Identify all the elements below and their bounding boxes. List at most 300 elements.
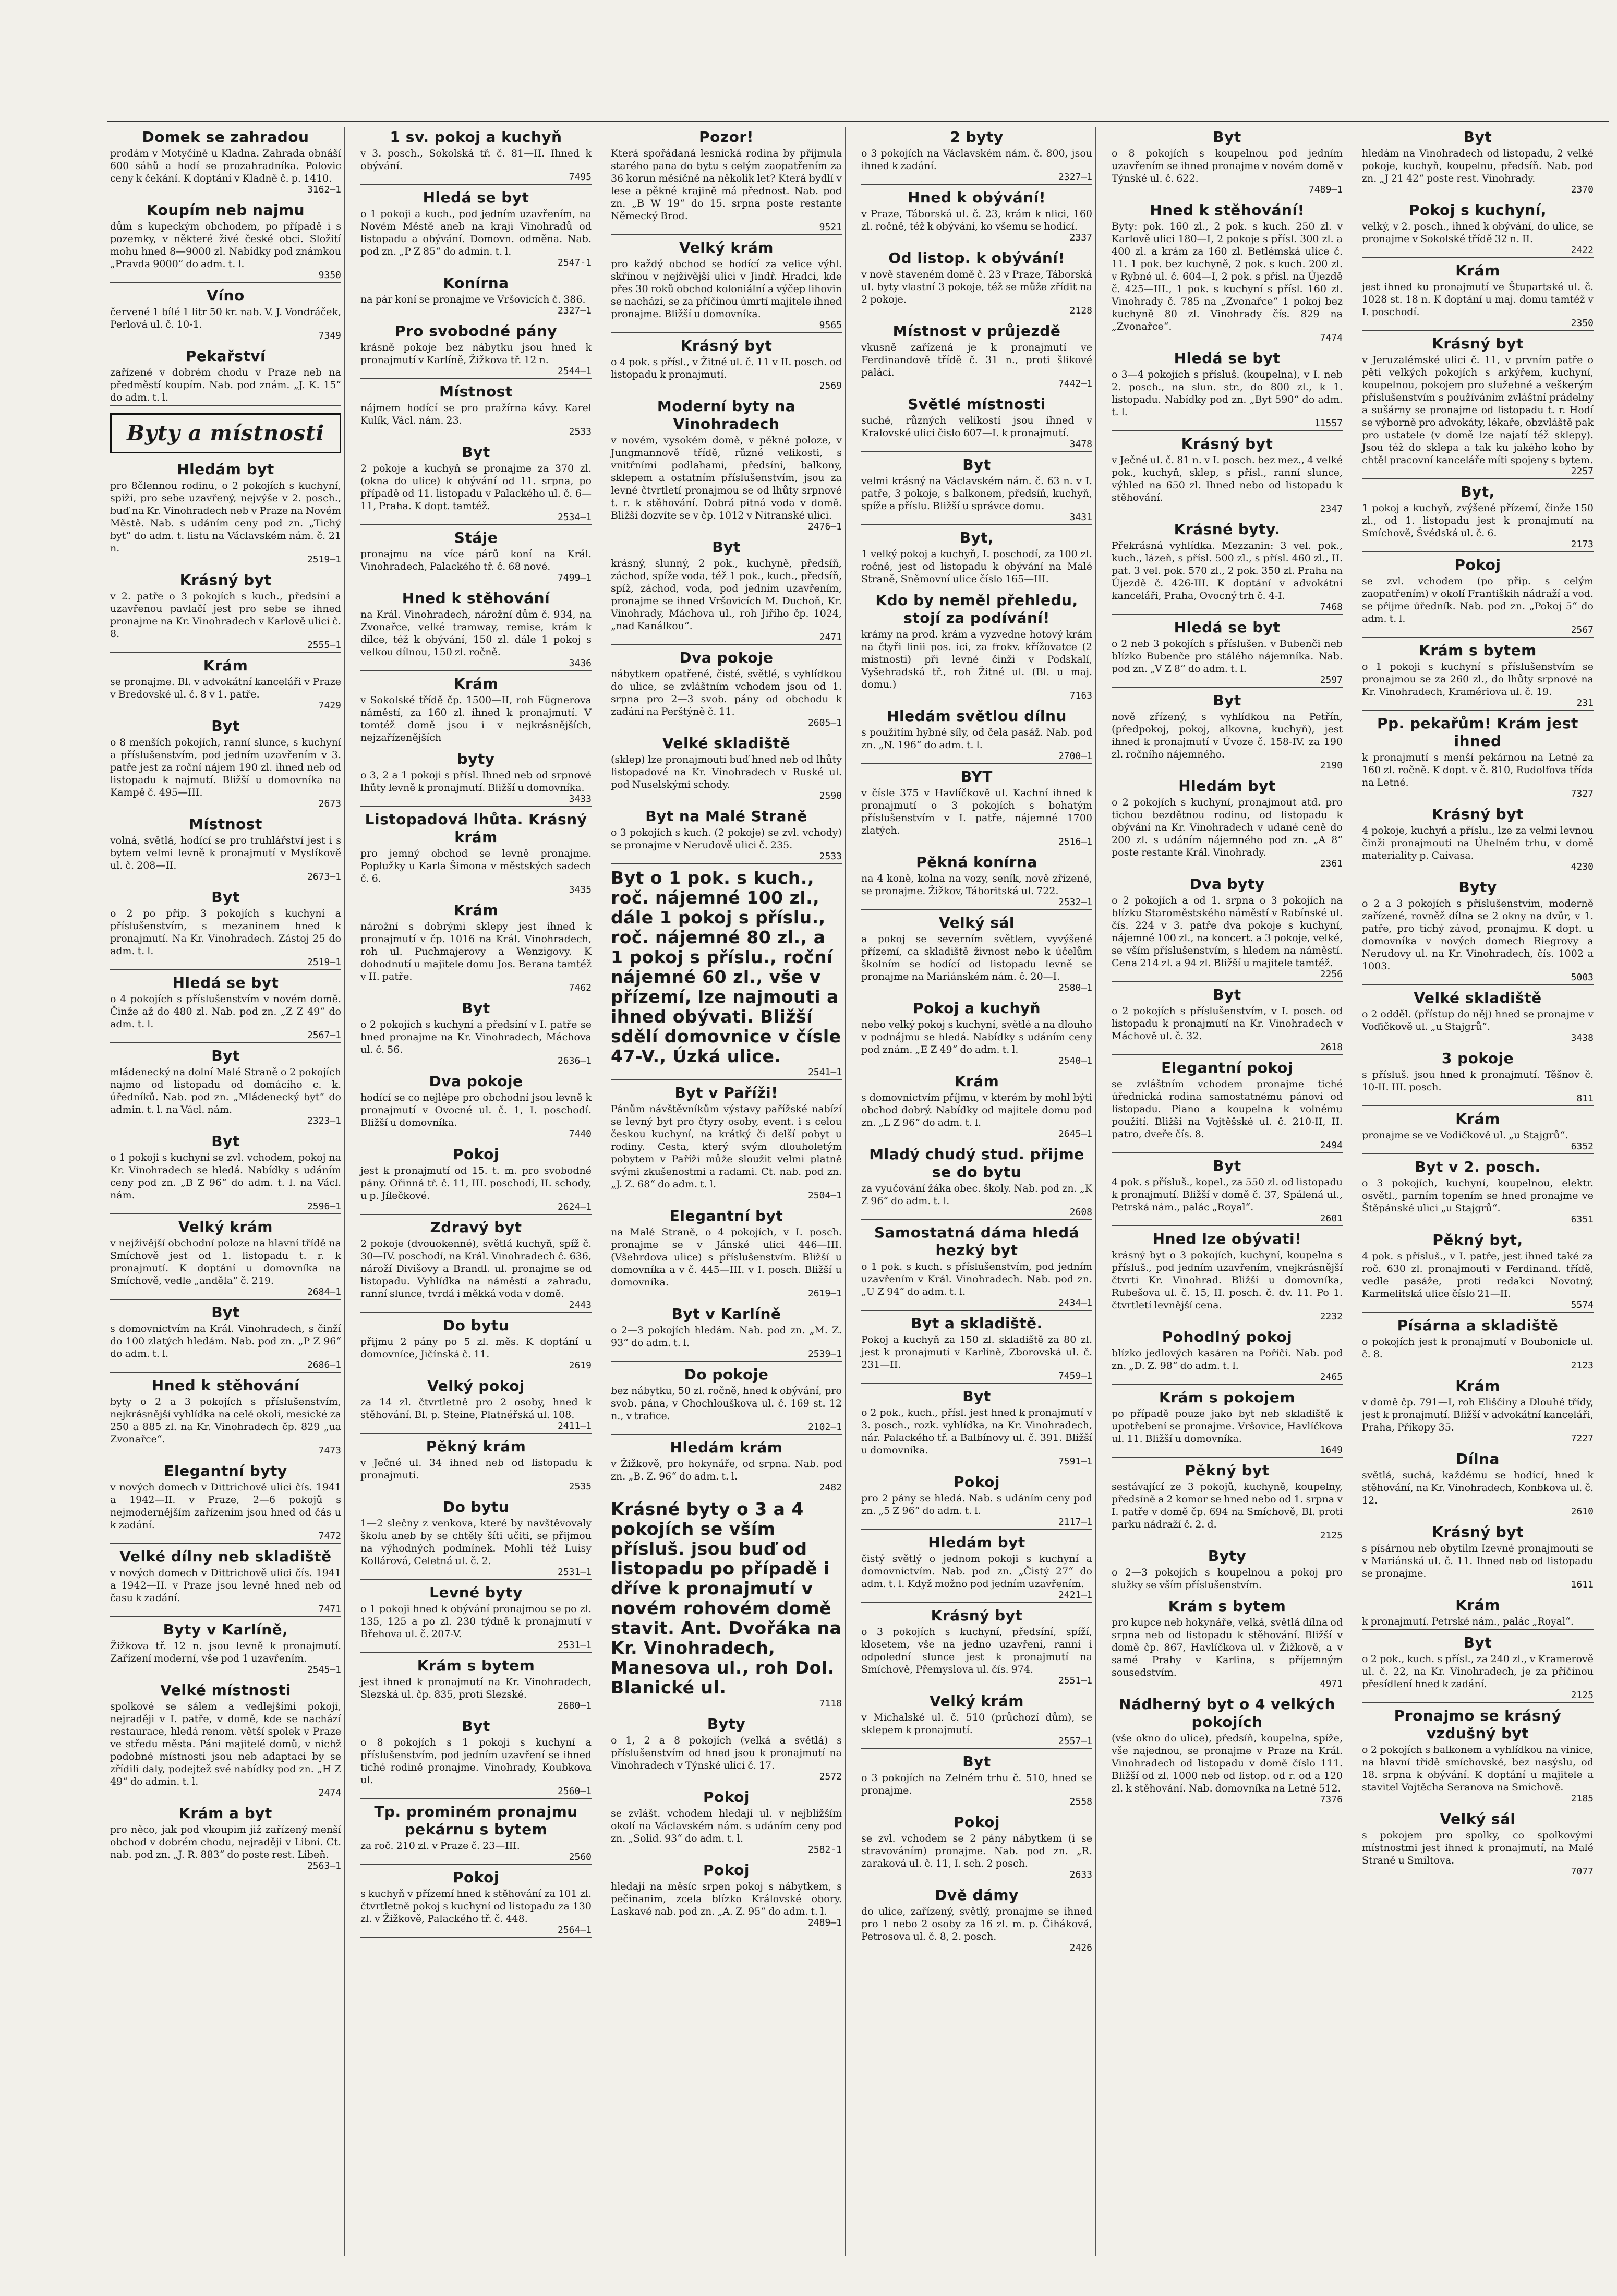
ad-body: o 8 menších pokojích, ranní slunce, s kuchyní a příslušenstvím, pod jedním uzavřením v 3. patře jest za roční nájem 190 zl. ihned neb od listopadu k najmutí. Bližší u domovníka na Kampě č. 495—III. bbox=[110, 737, 341, 798]
ad-code: 7349 bbox=[318, 330, 341, 341]
classified-ad bbox=[1362, 1377, 1594, 1446]
ad-heading: Krám bbox=[1455, 1110, 1500, 1127]
ad-heading: Byt bbox=[1463, 1634, 1492, 1651]
ad-heading: Pokoj bbox=[954, 1473, 1000, 1490]
classified-ad bbox=[1362, 483, 1594, 552]
ad-heading: Hledá se byt bbox=[1174, 350, 1281, 367]
ad-body: červené 1 bílé 1 litr 50 kr. nab. V. J. Vondráček, Perlová ul. č. 10-1. bbox=[110, 306, 341, 330]
ad-code: 5003 bbox=[1571, 972, 1594, 983]
ad-divider bbox=[110, 969, 341, 970]
ad-divider bbox=[1112, 1384, 1343, 1385]
ad-heading: Byt bbox=[1213, 986, 1241, 1003]
newspaper-page bbox=[107, 121, 1609, 2261]
classified-ad bbox=[110, 1462, 341, 1544]
ad-heading: Elegantní byt bbox=[669, 1207, 783, 1224]
ad-divider bbox=[611, 1361, 842, 1362]
ad-code: 2535 bbox=[569, 1481, 592, 1492]
ad-code: 2534—1 bbox=[557, 512, 592, 523]
ad-body: v Michalské ul. č. 510 (průchozí dům), se sklepem k pronajmutí. bbox=[861, 1712, 1092, 1736]
ad-body: o 4 pok. s přísl., v Žitné ul. č. 11 v II. posch. od listopadu k pronajmutí. bbox=[611, 356, 842, 380]
classified-ad bbox=[611, 1207, 842, 1301]
ad-heading: Byt, bbox=[1461, 483, 1495, 500]
ad-divider bbox=[861, 1219, 1092, 1220]
ad-body: 1 pokoj a kuchyň, zvýšené přízemí, činže 150 zl., od 1. listopadu jest k pronajmutí na Smíchově, Švédská ul. č. 6. bbox=[1362, 502, 1594, 539]
ad-heading: Krám a byt bbox=[179, 1805, 272, 1822]
ad-heading: Krásný byt bbox=[1432, 806, 1524, 823]
ad-divider bbox=[110, 405, 341, 406]
ad-divider bbox=[611, 863, 842, 864]
ad-heading: Byt na Malé Straně bbox=[645, 808, 807, 825]
classified-ad bbox=[861, 1073, 1092, 1141]
ad-body: mládenecký na dolní Malé Straně o 2 pokojích najmo od listopadu od domácího c. k. úředníků. Nab. pod zn. „Mládenecký byt“ do admin. t. l. na Václ. nám. bbox=[110, 1066, 341, 1115]
ad-code: 2125 bbox=[1320, 1530, 1343, 1541]
ad-body: o pokojích jest k pronajmutí v Boubonicle ul. č. 8. bbox=[1362, 1336, 1594, 1360]
ad-code: 2443 bbox=[569, 1300, 592, 1311]
ad-heading: Byt bbox=[1213, 128, 1241, 146]
ad-divider bbox=[1362, 551, 1594, 552]
ad-body: nárožní s dobrými sklepy jest ihned k pronajmutí v čp. 1016 na Král. Vinohradech, roh ul. Puchmajerovy a Wenzigovy. K dohodnutí u majitele domu Jos. Berana tamtéž v II. patře. bbox=[360, 921, 592, 982]
classified-ad bbox=[1112, 1059, 1343, 1153]
ad-body: Žižkova tř. 12 n. jsou levně k pronajmutí. Zařízení moderní, vše pod 1 uzavřením. bbox=[110, 1640, 341, 1664]
ad-heading: Hned k stěhování bbox=[151, 1377, 300, 1394]
ad-heading: Dílna bbox=[1456, 1450, 1500, 1468]
ad-divider bbox=[1112, 430, 1343, 431]
ad-heading: Byt a skladiště. bbox=[911, 1315, 1043, 1332]
ad-heading: Pěkná konírna bbox=[916, 854, 1037, 871]
ad-divider bbox=[360, 670, 592, 671]
ad-body: (sklep) lze pronajmouti buď hned neb od lhůty listopadové na Kr. Vinohradech v Ruské ul. pod Nuselskými schody. bbox=[611, 754, 842, 790]
classified-ad bbox=[611, 735, 842, 803]
classified-ad bbox=[1112, 350, 1343, 431]
ad-code: 7227 bbox=[1571, 1433, 1594, 1444]
ad-code: 6351 bbox=[1571, 1214, 1594, 1225]
ad-body: za roč. 210 zl. v Praze č. 23—III. bbox=[360, 1840, 520, 1852]
ad-divider bbox=[110, 1299, 341, 1300]
classified-ad bbox=[611, 1366, 842, 1435]
ad-code: 2619—1 bbox=[807, 1288, 842, 1299]
ad-heading: Krásné byty o 3 a 4 pokojích se vším přísluš. jsou buď od listopadu po případě i dříve k pronajmutí v novém rohovém domě stavit. Ant. Dvořáka na Kr. Vinohradech, Manesova ul., roh Dol. Blanické ul. bbox=[611, 1499, 842, 1698]
ad-body: prodám v Motyčíně u Kladna. Zahrada obnáší 600 sáhů a hodí se prozahradníka. Polovic ceny k čekání. K doptání v Kladně č. p. 1410. bbox=[110, 148, 341, 184]
ad-heading: 2 byty bbox=[950, 128, 1004, 146]
ad-body: hodící se co nejlépe pro obchodní jsou levně k pronajmutí v Ovocné ul. č. 1, I. poschodí. Bližší u domovníka. bbox=[360, 1092, 592, 1128]
ad-code: 2494 bbox=[1320, 1140, 1343, 1151]
ad-heading: Krám s bytem bbox=[1419, 642, 1537, 659]
ad-body: s pokojem pro spolky, co spolkovými místnostmi jest ihned k pronajmutí, na Malé Straně u Smiltova. bbox=[1362, 1830, 1594, 1866]
ad-heading: 3 pokoje bbox=[1441, 1050, 1514, 1067]
ad-body: o 3—4 pokojích s přísluš. (koupelna), v I. neb 2. posch., na slun. str., do 800 zl., k 1. listopadu. Nabídky pod zn. „Byt 590“ do adm. t. l. bbox=[1112, 369, 1343, 418]
ad-heading: Konírna bbox=[443, 274, 509, 292]
ad-heading: Místnost bbox=[439, 383, 513, 400]
ad-body: v novém, vysokém domě, v pěkné poloze, v Jungmannově třídě, různé velikosti, s vnitřními podlahami, předsíní, balkony, sklepem a ostatním příslušenstvím, jsou za levné čtvrtletí pronajmou se od lhůty srpnové t. r. k stěhování. Dobrá pitná voda v domě. Bližší dozvíte se v čp. 1012 v Nitranské ulici. bbox=[611, 435, 842, 521]
classified-ad bbox=[360, 1657, 592, 1713]
classified-ad bbox=[360, 274, 592, 318]
ad-heading: Pekařství bbox=[185, 347, 266, 365]
ad-body: pronajmu na více párů koní na Král. Vinohradech, Palackého tř. č. 68 nové. bbox=[360, 548, 592, 572]
classified-ad bbox=[1112, 1389, 1343, 1458]
ad-code: 2370 bbox=[1571, 184, 1594, 195]
ad-code: 7440 bbox=[569, 1128, 592, 1139]
ad-body: zařízené v dobrém chodu v Praze neb na předměstí koupím. Nab. pod znám. „J. K. 15“ do adm. t. l. bbox=[110, 367, 341, 403]
ad-body: za vyučování žáka obec. školy. Nab. pod zn. „K Z 96“ do adm. t. l. bbox=[861, 1183, 1092, 1207]
ad-body: pro jemný obchod se levně pronajme. Poplužky u Karla Šimona v městských sadech č. 6. bbox=[360, 848, 592, 884]
ad-heading: Velký sál bbox=[938, 914, 1015, 931]
ad-divider bbox=[1112, 981, 1343, 982]
classified-ad bbox=[360, 901, 592, 995]
ad-body: v Ječné ul. 34 ihned neb od listopadu k pronajmutí. bbox=[360, 1457, 592, 1481]
ad-divider bbox=[861, 1310, 1092, 1311]
classified-ad bbox=[861, 395, 1092, 452]
ad-code: 9521 bbox=[819, 222, 842, 233]
classified-ad bbox=[611, 128, 842, 235]
ad-heading: Byt v Paříži! bbox=[674, 1084, 778, 1101]
classified-ad bbox=[1362, 1050, 1594, 1106]
ad-body: 1 velký pokoj a kuchyň, I. poschodí, za 100 zl. ročně, jest od listopadu k obývání na Malé Straně, Sněmovní ulice číslo 165—III. bbox=[861, 548, 1092, 585]
classified-ad bbox=[1362, 806, 1594, 874]
ad-body: v Praze, Táborská ul. č. 23, krám k nlici, 160 zl. ročně, též k obývání, ko všemu se hodící. bbox=[861, 208, 1092, 232]
ad-body: k pronajmutí s menší pekárnou na Letné za 160 zl. ročně. K dopt. v č. 810, Rudolfova třída na Letné. bbox=[1362, 752, 1594, 788]
ad-body: 2 pokoje (dvouokenné), světlá kuchyň, spíž č. 30—IV. poschodí, na Král. Vinohradech č. 636, nároží Divišovy a Brandl. ul. pronajme se od listopadu. Vyhlídka na náměstí a zahradu, ranní slunce, tvrdá i měkká voda v domě. bbox=[360, 1238, 592, 1300]
classified-ad bbox=[861, 707, 1092, 764]
classified-ad bbox=[1362, 335, 1594, 479]
ad-heading: Byt bbox=[211, 1133, 240, 1150]
ad-divider bbox=[861, 763, 1092, 764]
classified-ad bbox=[110, 347, 341, 406]
ad-divider bbox=[1362, 984, 1594, 985]
classified-ad bbox=[611, 1499, 842, 1711]
classified-ad bbox=[1112, 521, 1343, 615]
ad-heading: Pronajmo se krásný vzdušný byt bbox=[1394, 1707, 1562, 1742]
ad-code: 2185 bbox=[1571, 1793, 1594, 1804]
classified-ad bbox=[1362, 989, 1594, 1045]
ad-body: o 8 pokojích s 1 pokoji s kuchyní a příslušenstvím, pod jedním uzavření se ihned tiché rodině pronajme. Vinohrady, Koubkova ul. bbox=[360, 1737, 592, 1786]
ad-divider bbox=[110, 1042, 341, 1043]
ad-heading: Velký pokoj bbox=[427, 1377, 525, 1395]
ad-body: v Ječné ul. č. 81 n. v I. posch. bez mez., 4 velké pok., kuchyň, sklep, s přísl., ranní slunce, výhled na 650 zl. Ihned nebo od listopadu k stěhování. bbox=[1112, 454, 1343, 503]
classified-ad bbox=[360, 1869, 592, 1938]
ad-heading: Hned k stěhování! bbox=[1150, 201, 1305, 219]
ad-heading: Byt bbox=[1213, 692, 1241, 709]
ad-body: za 14 zl. čtvrtletně pro 2 osoby, hned k stěhování. Bl. p. Steine, Platnéřská ul. 108. bbox=[360, 1397, 592, 1421]
ad-body: v domě čp. 791—I, roh Eliščiny a Dlouhé třídy, jest k pronajmutí. Bližší v advokátní kanceláři, Praha, Příkopy 35. bbox=[1362, 1397, 1594, 1433]
ad-heading: Pokoj bbox=[453, 1869, 499, 1886]
ad-body: pronajme se ve Vodičkově ul. „u Stajgrů“. bbox=[1362, 1129, 1568, 1141]
column-6 bbox=[1359, 127, 1597, 2256]
ad-code: 2567 bbox=[1571, 624, 1594, 635]
ad-heading: Pokoj bbox=[954, 1813, 1000, 1831]
ad-body: v 2. patře o 3 pokojích s kuch., předsíní a uzavřenou pavlačí jest pro sebe se ihned pronajme na Kr. Vinohradech v Karlově ulici č. 8. bbox=[110, 591, 341, 640]
ad-body: s domovnictvím na Král. Vinohradech, s činží do 100 zlatých hledám. Nab. pod zn. „P Z 96“ do adm. t. l. bbox=[110, 1323, 341, 1360]
classified-ad bbox=[360, 1803, 592, 1865]
classified-ad bbox=[360, 1584, 592, 1653]
ad-divider bbox=[861, 1383, 1092, 1384]
ad-heading: Byt bbox=[211, 1047, 240, 1064]
classified-ad bbox=[360, 189, 592, 270]
classified-ad bbox=[861, 456, 1092, 525]
ad-divider bbox=[861, 184, 1092, 185]
ad-heading: Koupím neb najmu bbox=[146, 201, 305, 219]
ad-body: světlá, suchá, každému se hodící, hned k stěhování, na Kr. Vinohradech, Konbkova ul. č. 12. bbox=[1362, 1470, 1594, 1506]
ad-code: 9565 bbox=[819, 320, 842, 331]
ad-body: o 1, 2 a 8 pokojích (velká a světlá) s příslušenstvím od hned jsou k pronajmutí na Vinohradech v Týnské ulici č. 17. bbox=[611, 1735, 842, 1771]
ad-body: o 2 pokojích s kuchyní a předsíní v I. patře se hned pronajme na Kr. Vinohradech, Máchova ul. č. 56. bbox=[360, 1019, 592, 1055]
ad-body: 4 pok. s přísluš., v I. patře, jest ihned také za roč. 630 zl. pronajmouti v Ferdinand. třídě, vedle pasáže, proti redakci Novotný, Karmelitská ulice číslo 21—II. bbox=[1362, 1251, 1594, 1300]
classified-ad bbox=[360, 1498, 592, 1580]
classified-ad bbox=[360, 322, 592, 379]
ad-body: o 2 pokojích a od 1. srpna o 3 pokojích na blízku Staroměstského náměstí v Rabínské ul. čís. 224 v 3. patře dva pokoje s kuchyní, nájemné 100 zl., na koncert. a 3 pokoje, velké, se vším příslušenstvím, s hledem na náměstí. Cena 214 zl. a 94 zl. Bližší u majitele tamtéž. bbox=[1112, 895, 1343, 969]
ad-code: 2519—1 bbox=[307, 554, 341, 565]
classified-ad bbox=[861, 1813, 1092, 1882]
ad-body: byty o 2 a 3 pokojích s příslušenstvím, nejkrásnější vyhlídka na celé okolí, mesické za 250 a 885 zl. na Kr. Vinohradech čp. 829 „ua Zvonařce“. bbox=[110, 1396, 341, 1445]
classified-ad bbox=[861, 914, 1092, 995]
classified-ad bbox=[611, 337, 842, 393]
ad-body: v Jeruzalémské ulici č. 11, v prvním patře o pěti velkých pokojích s arkýřem, kuchyní, koupelnou, pokojem pro služebné a veškerým příslušenstvím s používáním zvláštní prádelny a sušárny se pronajme od listopadu t. r. Hodí se výborně pro advokáty, lékaře, obzvláště pak pro ustatele (v domě lze najatí též sklepy). Jsou též do sklepa a tak ku jakého koho by chtěl pracovní kanceláře míti spojeny s bytem. bbox=[1362, 354, 1594, 466]
ad-code: 2560—1 bbox=[557, 1786, 592, 1797]
ad-heading: Listopadová lhůta. Krásný krám bbox=[365, 811, 587, 846]
ad-code: 7473 bbox=[318, 1445, 341, 1456]
column-2 bbox=[357, 127, 595, 2256]
ad-body: v Žižkově, pro hokynáře, od srpna. Nab. pod zn. „B. Z. 96“ do adm. t. l. bbox=[611, 1458, 842, 1482]
classified-ad bbox=[360, 1146, 592, 1215]
ad-code: 7471 bbox=[318, 1604, 341, 1615]
ad-body: o 2—3 pokojích hledám. Nab. pod zn. „M. Z. 93“ do adm. t. l. bbox=[611, 1325, 842, 1349]
ad-heading: Byt v Karlíně bbox=[671, 1305, 781, 1323]
ad-body: s písárnou neb obytilm Izevné pronajmouti se v Mariánská ul. č. 11. Ihned neb od listopadu se pronajme. bbox=[1362, 1543, 1594, 1579]
ad-body: k pronajmutí. Petrské nám., palác „Royal“. bbox=[1362, 1616, 1574, 1627]
ad-code: 2547-1 bbox=[557, 257, 592, 268]
ad-code: 2580—1 bbox=[1058, 982, 1092, 993]
ad-code: 2624—1 bbox=[557, 1201, 592, 1212]
classified-ad bbox=[360, 590, 592, 671]
ad-code: 3435 bbox=[569, 884, 592, 895]
ad-body: čistý světlý o jednom pokoji s kuchyní a domovnictvím. Nab. pod zn. „Čistý 27“ do adm. t. l. Když možno pod jedním uzavřením. bbox=[861, 1553, 1092, 1590]
ad-body: Překrásná vyhlídka. Mezzanin: 3 vel. pok., kuch., lázeň, s přísl. 500 zl., s přísl. 460 zl., II. pat. 3 vel. pok. 570 zl., 2 pok. 350 zl. Praha na Újezdě č. 426-III. K doptání v advokátní kanceláři, Praha, Ovocný trh č. 4-I. bbox=[1112, 540, 1343, 602]
ad-code: 2190 bbox=[1320, 760, 1343, 771]
ad-heading: Krám bbox=[1455, 1596, 1500, 1614]
classified-ad bbox=[1362, 1707, 1594, 1806]
ad-code: 7163 bbox=[1069, 690, 1092, 701]
ad-body: Pánům návštěvníkům výstavy pařížské nabízí se levný byt pro čtyry osoby, event. i s celou českou kuchyní, na krátký či delší pobyt u rodiny. Cesta, který svým dlouholetým pobytem v Paříži může sloužit velmi platně svými zkušenostmi a radami. Ct. nab. pod zn. „J. Z. 68“ do adm. t. l. bbox=[611, 1103, 842, 1190]
ad-heading: Byt bbox=[1463, 128, 1492, 146]
ad-divider bbox=[861, 524, 1092, 525]
ad-body: se zvlášt. vchodem hledají ul. v nejbližším okolí na Václavském nám. s udáním ceny pod zn. „Solid. 93“ do adm. t. l. bbox=[611, 1808, 842, 1844]
ad-heading: Krám bbox=[954, 1073, 999, 1090]
ad-code: 2590 bbox=[819, 790, 842, 801]
ad-divider bbox=[861, 451, 1092, 452]
classified-ad bbox=[1362, 1596, 1594, 1630]
ad-divider bbox=[611, 234, 842, 235]
ad-heading: Hledám byt bbox=[177, 461, 274, 478]
ad-code: 2482 bbox=[819, 1482, 842, 1493]
ad-divider bbox=[1112, 614, 1343, 615]
ad-body: o 8 pokojích s koupelnou pod jedním uzavřením se ihned pronajme v novém domě v Týnské ul. č. 622. bbox=[1112, 148, 1343, 184]
ad-code: 2504—1 bbox=[807, 1190, 842, 1201]
ad-divider bbox=[1362, 1153, 1594, 1154]
classified-ad bbox=[611, 1305, 842, 1362]
ad-divider bbox=[1362, 257, 1594, 258]
ad-body: nebo velký pokoj s kuchyní, světlé a na dlouho v podnájmu se hledá. Nabídky s udáním ceny pod znám. „E Z 49“ do adm. t. l. bbox=[861, 1019, 1092, 1055]
classified-ad bbox=[360, 811, 592, 897]
ad-code: 2489—1 bbox=[807, 1917, 842, 1928]
classified-ad bbox=[1362, 262, 1594, 331]
ad-code: 11557 bbox=[1314, 418, 1343, 429]
ad-body: o 3 pokojích, kuchyní, koupelnou, elektr. osvětl., parním topením se hned pronajme ve Štěpánské ulici „u Stajgrů“. bbox=[1362, 1177, 1594, 1214]
ad-code: 2597 bbox=[1320, 675, 1343, 686]
ad-heading: Byt bbox=[962, 1753, 991, 1770]
ad-body: o 3 pokojích na Zelném trhu č. 510, hned se pronajme. bbox=[861, 1772, 1092, 1796]
ad-divider bbox=[861, 1529, 1092, 1530]
ad-body: o 1 pokoji hned k obývání pronajmou se po zl. 135, 125 a po zl. 230 týdně k pronajmutí v Břehova ul. č. 207-V. bbox=[360, 1603, 592, 1640]
ad-body: v nových domech v Dittrichově ulici čís. 1941 a 1942—II. v Praze jsou levně hned neb od času k zadání. bbox=[110, 1567, 341, 1604]
ad-code: 2608 bbox=[1069, 1207, 1092, 1218]
ad-code: 2426 bbox=[1069, 1942, 1092, 1953]
ad-heading: Velké místnosti bbox=[160, 1681, 291, 1699]
ad-heading: Krám s pokojem bbox=[1159, 1389, 1295, 1406]
classified-ad bbox=[110, 1621, 341, 1677]
ad-code: 7499—1 bbox=[557, 572, 592, 583]
ad-code: 231 bbox=[1576, 698, 1594, 708]
classified-ad bbox=[1112, 201, 1343, 345]
ad-code: 2572 bbox=[819, 1771, 842, 1782]
ad-body: přijmu 2 pány po 5 zl. měs. K doptání u domovníce, Jičínská č. 11. bbox=[360, 1336, 592, 1360]
ad-divider bbox=[611, 644, 842, 645]
ad-heading: Hledá se byt bbox=[423, 189, 529, 206]
ad-heading: Byt v 2. posch. bbox=[1415, 1158, 1541, 1175]
ad-heading: Byt bbox=[962, 1388, 991, 1405]
ad-code: 6352 bbox=[1571, 1141, 1594, 1152]
ad-body: jest ihned ku pronajmutí ve Štupartské ul. č. 1028 st. 18 n. K doptání u maj. domu tamtéž v I. poschodí. bbox=[1362, 281, 1594, 318]
ad-code: 2619 bbox=[569, 1360, 592, 1371]
classified-ad bbox=[360, 1377, 592, 1434]
ad-body: vkusně zařízená je k pronajmutí ve Ferdinandově třídě č. 31 n., proti šlikové paláci. bbox=[861, 342, 1092, 378]
classified-ad bbox=[1112, 435, 1343, 516]
ad-code: 2557—1 bbox=[1058, 1736, 1092, 1747]
ad-body: s kuchyň v přízemí hned k stěhování za 101 zl. čtvrtletně pokoj s kuchyní od listopadu za 130 zl. v Žižkově, Palackého tř. č. 448. bbox=[360, 1888, 592, 1925]
ad-body: 4 pok. s přísluš., kopel., za 550 zl. od listopadu k pronajmutí. Bližší v domě č. 37, Spálená ul., Petrská nám., palác „Royal“. bbox=[1112, 1176, 1343, 1213]
ad-heading: Krám s bytem bbox=[417, 1657, 535, 1674]
ad-code: 7474 bbox=[1320, 332, 1343, 343]
ad-heading: Elegantní pokoj bbox=[1161, 1059, 1293, 1076]
ad-heading: Byt bbox=[962, 456, 991, 473]
classified-ad bbox=[861, 1224, 1092, 1311]
ad-heading: Pro svobodné pány bbox=[394, 322, 558, 340]
ad-code: 2601 bbox=[1320, 1213, 1343, 1224]
ad-heading: Od listop. k obývání! bbox=[888, 249, 1065, 267]
ad-body: hledají na měsíc srpen pokoj s nábytkem, s pečinanim, zcela blízko Královské obory. Laskavé nab. pod zn. „A. Z. 95“ do adm. t. l. bbox=[611, 1881, 842, 1917]
ad-heading: Velké skladiště bbox=[662, 735, 791, 752]
ad-code: 2516—1 bbox=[1058, 836, 1092, 847]
ad-code: 7468 bbox=[1320, 602, 1343, 612]
ad-heading: Pěkný byt bbox=[1185, 1462, 1270, 1479]
ad-body: o 2 a 3 pokojích s příslušenstvím, moderně zařízené, rovněž dílna se 2 okny na dvůr, v 1. patře, pro tichý závod, pronajmu. K dopt. u domovníka v nových domech Riegrovy a Nerudovy ul. na Kr. Vinohradech, čís. 1002 a 1003. bbox=[1362, 898, 1594, 972]
classified-ad bbox=[861, 128, 1092, 185]
classified-ad bbox=[110, 815, 341, 884]
ad-code: 2474 bbox=[318, 1787, 341, 1798]
ad-heading: Velké skladiště bbox=[1414, 989, 1542, 1006]
ad-divider bbox=[1362, 1312, 1594, 1313]
ad-body: nábytkem opatřené, čisté, světlé, s vyhlídkou do ulice, se zvláštním vchodem jsou od 1. srpna pro 2—3 svob. pány od obchodu k zadání na Perštýně č. 11. bbox=[611, 668, 842, 717]
ad-code: 7442—1 bbox=[1058, 378, 1092, 389]
ad-body: bez nábytku, 50 zl. ročně, hned k obývání, pro svob. pána, v Chochlouškova ul. č. 169 st. 12 n., v trafice. bbox=[611, 1385, 842, 1422]
ad-body: s přísluš. jsou hned k pronajmutí. Těšnov č. 10-II. III. posch. bbox=[1362, 1069, 1594, 1093]
ad-heading: Velký krám bbox=[679, 239, 774, 256]
ad-code: 7118 bbox=[819, 1698, 842, 1709]
classified-ad bbox=[1112, 1230, 1343, 1324]
ad-body: pro 8člennou rodinu, o 2 pokojích s kuchyní, spíží, pro sebe uzavřený, nejvýše v 2. posch., buď na Kr. Vinohradech neb v Praze na Novém Městě. Nab. s udáním ceny pod zn. „Tichý byt“ do adm. t. listu na Václavském nám. č. 21 n. bbox=[110, 480, 341, 554]
ad-body: o 4 pokojích s příslušenstvím v novém domě. Činže až do 480 zl. Nab. pod zn. „Z Z 49“ do adm. t. l. bbox=[110, 993, 341, 1030]
classified-ad bbox=[1362, 1450, 1594, 1519]
ad-divider bbox=[1112, 1225, 1343, 1226]
ad-heading: Byt bbox=[211, 888, 240, 906]
ad-body: o 2 neb 3 pokojích s příslušen. v Bubenči neb blízko Bubenče pro stálého nájemníka. Nab. pod zn. „V Z 8“ do adm. t. l. bbox=[1112, 638, 1343, 675]
classified-ad bbox=[360, 675, 592, 746]
ad-code: 2327—1 bbox=[1058, 172, 1092, 183]
ad-heading: Byt bbox=[211, 717, 240, 735]
classified-ad bbox=[861, 1692, 1092, 1749]
ad-divider bbox=[110, 1616, 341, 1617]
classified-ad bbox=[110, 1047, 341, 1128]
classified-ad bbox=[110, 571, 341, 653]
ad-body: se zvl. vchodem se 2 pány nábytkem (i se stravováním) pronajme. Nab. pod zn. „R. zaraková ul. č. 11, I. sch. 2 posch. bbox=[861, 1833, 1092, 1869]
classified-ad bbox=[110, 1218, 341, 1300]
ad-heading: Byty bbox=[1208, 1547, 1247, 1565]
ad-body: pro něco, jak pod vkoupim již zařízený menší obchod v dobrém chodu, nejraději v Libni. Ct. nab. pod zn. „J. R. 883“ do poste rest. Libeň. bbox=[110, 1824, 341, 1860]
ad-heading: Zdravý byt bbox=[430, 1219, 522, 1236]
ad-code: 3478 bbox=[1069, 439, 1092, 450]
classified-ad bbox=[110, 1377, 341, 1458]
ad-body: o 2 odděl. (přístup do něj) hned se pronajme v Voďičkově ul. „u Stajgrů“. bbox=[1362, 1008, 1594, 1032]
classified-ad bbox=[1362, 879, 1594, 985]
ad-heading: Krám s bytem bbox=[1168, 1597, 1286, 1615]
ad-heading: Byt bbox=[462, 443, 490, 461]
ad-code: 2564—1 bbox=[557, 1925, 592, 1936]
ad-divider bbox=[110, 652, 341, 653]
ad-body: spolkové se sálem a vedlejšími pokoji, nejraději v I. patře, v domě, kde se nachází restaurace, hledá renom. větší spolek v Praze ve středu města. Páni majitelé domů, v nichž podobné místnosti jsou neb adaptaci by se zřídili daly, podejtež své nabídky pod zn. „H Z 49“ do admin. t. l. bbox=[110, 1701, 341, 1787]
ad-divider bbox=[360, 524, 592, 525]
ad-code: 2540—1 bbox=[1058, 1055, 1092, 1066]
ad-code: 2232 bbox=[1320, 1311, 1343, 1322]
classified-ad bbox=[110, 201, 341, 283]
ad-body: a pokoj se severním světlem, vyvýšené přízemí, ca skladiště živnost nebo k účelům školním se hodící od listopadu levně se pronajme na Mariánském nám. č. 20—I. bbox=[861, 933, 1092, 982]
classified-ad bbox=[861, 249, 1092, 318]
ad-heading: BYT bbox=[961, 768, 993, 785]
classified-ad bbox=[360, 443, 592, 525]
ad-body: (vše okno do ulice), předsíň, koupelna, spíže, vše najednou, se pronajme v Praze na Král. Vinohradech od listopadu v domě číslo 111. Bližší od zl. 1000 neb od listop. od r. od a 120 zl. k stěhování. Nab. domovníka na Letné 512. bbox=[1112, 1733, 1343, 1794]
ad-code: 2531—1 bbox=[557, 1567, 592, 1578]
ad-body: pro kupce neb hokynáře, velká, světlá dílna od srpna neb od listopadu k stěhování. Bližší v domě čp. 867, Havlíčkova ul. v Žižkově, a v samé Prahy v Karlina, s příjemným sousedstvím. bbox=[1112, 1617, 1343, 1678]
ad-divider bbox=[360, 806, 592, 807]
classified-ad bbox=[110, 657, 341, 713]
classified-ad bbox=[360, 1000, 592, 1068]
ad-heading: Krásný byt bbox=[1181, 435, 1273, 452]
ad-heading: Dva byty bbox=[1189, 875, 1265, 893]
ad-heading: Velký krám bbox=[930, 1692, 1024, 1710]
classified-ad bbox=[1112, 692, 1343, 773]
ad-heading: Byt, bbox=[959, 529, 994, 546]
ad-heading: Nádherný byt o 4 velkých pokojích bbox=[1119, 1696, 1335, 1730]
ad-code: 2673—1 bbox=[307, 871, 341, 882]
classified-ad bbox=[1362, 556, 1594, 638]
ad-code: 2411—1 bbox=[557, 1421, 592, 1432]
classified-ad bbox=[611, 239, 842, 333]
ad-code: 9350 bbox=[318, 270, 341, 281]
ad-body: v nových domech v Dittrichově ulici čís. 1941 a 1942—II. v Praze, 2—6 pokojů s nejmodernějším zařízením jsou hned od čás u k zadání. bbox=[110, 1482, 341, 1531]
ad-code: 2680—1 bbox=[557, 1700, 592, 1711]
ad-body: o 1 pokoji s kuchyní se zvl. vchodem, pokoj na Kr. Vinohradech se hledá. Nabídky s udáním ceny pod zn. „B Z 96“ do adm. t. l. na Václ. nám. bbox=[110, 1152, 341, 1201]
ad-code: 4230 bbox=[1571, 861, 1594, 872]
ad-heading: Byt bbox=[1213, 1157, 1241, 1174]
ad-code: 2117—1 bbox=[1058, 1517, 1092, 1528]
ad-code: 7327 bbox=[1571, 788, 1594, 799]
